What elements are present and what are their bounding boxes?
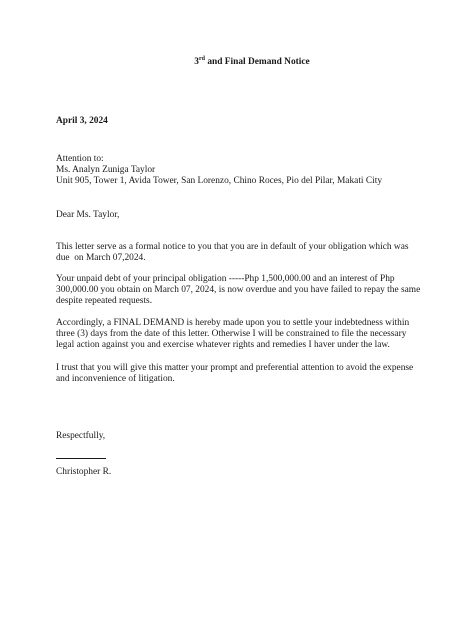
letter-title xyxy=(0,57,474,67)
salutation: Dear Ms. Taylor, xyxy=(56,210,120,220)
paragraph-line: Accordingly, a FINAL DEMAND is hereby made upon you to settle your indebtedness within xyxy=(56,318,410,328)
attention-block xyxy=(56,154,426,188)
title-text: and Final Demand Notice xyxy=(204,57,310,67)
paragraph-debt xyxy=(56,274,426,308)
recipient-address: Unit 905, Tower 1, Avida Tower, San Lorenzo, Chino Roces, Pio del Pilar, Makati City xyxy=(56,176,383,187)
signature-line xyxy=(56,458,106,459)
recipient-name: Ms. Analyn Zuniga Taylor xyxy=(56,165,156,176)
paragraph-closing-request xyxy=(56,363,426,385)
attention-label: Attention to: xyxy=(56,154,104,164)
letter-date: April 3, 2024 xyxy=(56,116,108,126)
complimentary-close: Respectfully, xyxy=(56,431,106,441)
paragraph-line: despite repeated requests. xyxy=(56,296,153,307)
paragraph-line: and inconvenience of litigation. xyxy=(56,374,175,385)
signer-name: Christopher R. xyxy=(56,467,112,477)
paragraph-line: Your unpaid debt of your principal obligation -----Php 1,500,000.00 and an interest of Php xyxy=(56,274,395,284)
title-ordinal: 3 xyxy=(194,57,199,67)
paragraph-line: 300,000.00 you obtain on March 07, 2024, is now overdue and you have failed to repay the same xyxy=(56,285,421,296)
paragraph-demand xyxy=(56,318,426,352)
paragraph-line: three (3) days from the date of this letter. Otherwise I will be constrained to file the necessary xyxy=(56,329,407,340)
paragraph-line: due on March 07,2024. xyxy=(56,253,146,264)
paragraph-line: legal action against you and exercise whatever rights and remedies I haver under the law. xyxy=(56,340,390,351)
title-ordinal-suffix: rd xyxy=(198,55,205,62)
paragraph-line: I trust that you will give this matter your prompt and preferential attention to avoid the expense xyxy=(56,363,414,373)
paragraph-line: This letter serve as a formal notice to you that you are in default of your obligation which was xyxy=(56,242,409,252)
paragraph-notice xyxy=(56,242,426,264)
